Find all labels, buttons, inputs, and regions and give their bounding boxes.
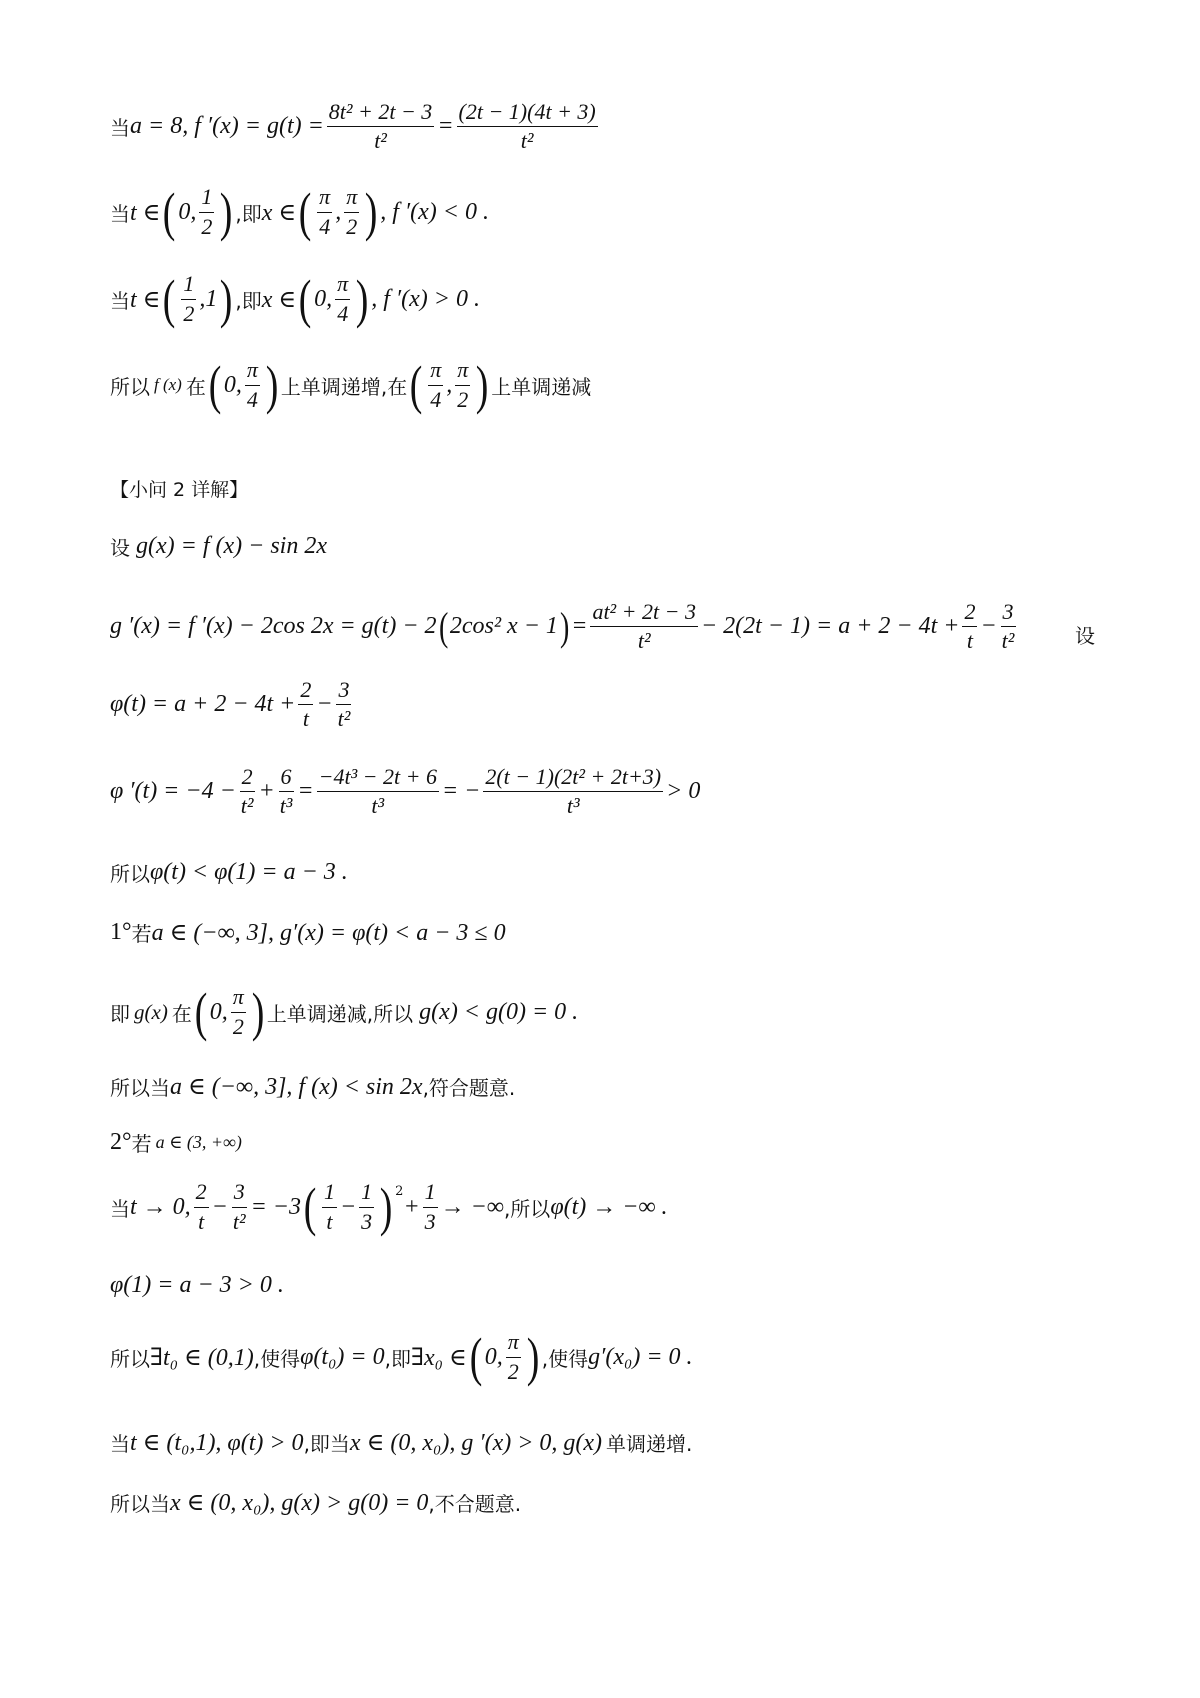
paren-left: ( — [409, 355, 423, 415]
paren-left: ( — [163, 269, 176, 329]
fraction — [359, 1180, 374, 1233]
math: = — [297, 778, 314, 805]
fraction — [344, 185, 359, 238]
math: + — [258, 778, 275, 805]
text: 若 — [131, 1132, 152, 1156]
line-2: 当 t ∈ ( 0, $\frac{1}{2}$ ) ,即 x ∈ ( $\frac{\pi}{4}$ , $\frac{\pi}{2}$ ) , f ′(x) < 0 . — [110, 182, 489, 242]
paren-left: ( — [194, 982, 208, 1042]
numerator: −4t³ − 2t + 6 — [317, 765, 439, 792]
fraction — [428, 358, 443, 411]
text: 所以当 — [110, 1076, 170, 1100]
line-11 — [110, 982, 579, 1042]
line-16 — [110, 1327, 693, 1387]
paren-left: ( — [438, 603, 448, 649]
fraction — [239, 765, 256, 818]
exponent: 2 — [395, 1184, 404, 1199]
denominator: 2 — [457, 386, 469, 412]
math: 0, — [178, 198, 197, 225]
line-17 — [110, 1428, 692, 1457]
math: 0, — [209, 998, 228, 1025]
fraction — [317, 185, 332, 238]
math: t → 0, — [130, 1193, 191, 1220]
fraction — [336, 678, 353, 731]
line-8 — [110, 765, 700, 818]
math: 1° — [110, 919, 132, 945]
text: 所以当 — [110, 1492, 170, 1516]
math: ∃t₀ ∈ (0,1) — [150, 1344, 254, 1371]
math: a = 8, f ′(x) = g(t) = — [130, 113, 324, 140]
denominator: t² — [374, 128, 387, 154]
denominator: 4 — [319, 213, 331, 239]
text: ,即 — [384, 1346, 411, 1371]
paren-right: ) — [251, 982, 265, 1042]
numerator: π — [455, 358, 470, 385]
denominator: 2 — [183, 300, 195, 326]
denominator: t³ — [371, 793, 385, 819]
math: f (x) — [154, 375, 182, 394]
paren-left: ( — [298, 182, 312, 242]
math: ,1 — [199, 285, 218, 312]
paren-left: ( — [298, 269, 312, 329]
numerator: 8t² + 2t − 3 — [327, 100, 435, 127]
math: , f ′(x) > 0 . — [371, 285, 480, 312]
line-9 — [110, 858, 348, 887]
denominator: 2 — [346, 213, 358, 239]
numerator: 2 — [298, 678, 313, 705]
denominator: 4 — [430, 386, 442, 412]
math: t ∈ (t₀,1), φ(t) > 0 — [130, 1430, 304, 1456]
line-14 — [110, 1177, 668, 1237]
line-6 — [110, 600, 1019, 653]
paren-left: ( — [469, 1327, 483, 1387]
math: > 0 — [666, 778, 701, 805]
text: 即 — [110, 1001, 130, 1026]
math: = — [571, 613, 588, 640]
text: 所以 — [110, 1346, 150, 1371]
math: → −∞ — [440, 1193, 504, 1220]
section-heading: 【小问 2 详解】 — [110, 479, 249, 501]
denominator: 2 — [232, 1013, 244, 1039]
denominator: 4 — [246, 386, 258, 412]
text: 单调递增. — [606, 1432, 693, 1456]
fraction — [423, 1180, 438, 1233]
math: a ∈ (−∞, 3], g′(x) = φ(t) < a − 3 ≤ 0 — [151, 920, 506, 946]
text: 在 — [171, 1001, 192, 1026]
denominator: t — [966, 628, 974, 654]
math: = — [437, 113, 454, 140]
denominator: t² — [520, 128, 534, 154]
fraction — [962, 600, 977, 653]
text: ,使得 — [541, 1346, 589, 1371]
fraction — [590, 600, 698, 653]
numerator: 1 — [423, 1180, 438, 1207]
denominator: t² — [1001, 628, 1015, 654]
math: − — [339, 1193, 357, 1220]
line-1 — [110, 100, 601, 153]
math: + — [403, 1193, 420, 1220]
numerator: 3 — [1001, 600, 1016, 627]
math: φ(t) → −∞ . — [550, 1193, 668, 1220]
math: 0, — [223, 371, 242, 398]
denominator: t — [302, 706, 309, 732]
math: − — [980, 613, 997, 640]
text: 上单调递减,所以 — [266, 1001, 414, 1026]
denominator: t² — [337, 706, 351, 732]
math: φ(t) < φ(1) = a − 3 . — [150, 859, 348, 885]
numerator: 1 — [199, 185, 214, 212]
text: ,不合题意. — [428, 1492, 522, 1516]
fraction — [1000, 600, 1017, 653]
denominator: t³ — [279, 793, 293, 819]
math: φ(t₀) = 0 — [300, 1343, 385, 1370]
numerator: 1 — [181, 272, 196, 299]
denominator: t³ — [566, 793, 580, 819]
paren-right: ) — [559, 603, 570, 649]
text: 当 — [110, 288, 130, 313]
fraction — [298, 678, 313, 731]
numerator: at² + 2t − 3 — [590, 600, 698, 627]
text: ,即当 — [303, 1432, 350, 1456]
math: x ∈ — [261, 286, 297, 313]
fraction — [181, 272, 196, 325]
denominator: t² — [637, 628, 651, 654]
text: 当 — [110, 116, 130, 141]
math: a ∈ (−∞, 3], f (x) < sin 2x — [170, 1074, 423, 1100]
line-7 — [110, 678, 355, 731]
text: 设 — [1075, 624, 1095, 648]
text: 所以 — [110, 862, 150, 886]
numerator: 2 — [240, 765, 255, 792]
line-18 — [110, 1488, 521, 1517]
math: g(x) < g(0) = 0 . — [419, 998, 579, 1025]
math: − 2(2t − 1) = a + 2 − 4t + — [700, 613, 960, 640]
numerator: 2 — [194, 1180, 209, 1207]
paren-right: ) — [355, 269, 369, 329]
fraction — [317, 765, 439, 818]
numerator: π — [231, 985, 246, 1012]
text: 上单调递减 — [491, 374, 592, 399]
numerator: π — [317, 185, 332, 212]
text: ,所以 — [503, 1196, 551, 1221]
numerator: π — [506, 1330, 521, 1357]
denominator: t — [326, 1208, 333, 1234]
text: 在 — [185, 374, 206, 399]
line-12 — [110, 1072, 515, 1101]
fraction — [194, 1180, 209, 1233]
paren-right: ) — [475, 355, 489, 415]
math: 0, — [314, 285, 333, 312]
math: x ∈ (0, x₀), g ′(x) > 0, g(x) — [349, 1430, 603, 1456]
denominator: 2 — [201, 213, 213, 239]
math: = −3 — [250, 1193, 301, 1220]
math: 2cos² x − 1 — [449, 613, 558, 640]
text: ,即 — [235, 201, 262, 226]
fraction — [457, 100, 598, 153]
math: φ(t) = a + 2 − 4t + — [110, 691, 296, 718]
fraction — [245, 358, 260, 411]
fraction — [506, 1330, 521, 1383]
paren-right: ) — [220, 269, 233, 329]
fraction — [278, 765, 295, 818]
paren-right: ) — [526, 1327, 540, 1387]
math: φ ′(t) = −4 − — [110, 778, 236, 805]
line-10 — [110, 918, 506, 947]
text: ,使得 — [253, 1346, 301, 1371]
text: ,符合题意. — [422, 1076, 516, 1100]
math: a ∈ (3, +∞) — [155, 1132, 242, 1152]
math: x ∈ (0, x₀), g(x) > g(0) = 0 — [170, 1490, 429, 1516]
paren-right: ) — [379, 1177, 393, 1237]
fraction — [483, 765, 663, 818]
numerator: 1 — [359, 1180, 374, 1207]
math: = − — [441, 778, 481, 805]
math: , f ′(x) < 0 . — [380, 198, 489, 225]
denominator: t² — [240, 793, 254, 819]
math: g(x) = f (x) − sin 2x — [136, 533, 327, 559]
numerator: 3 — [336, 678, 351, 705]
math: ∃x₀ ∈ — [410, 1344, 467, 1371]
denominator: 2 — [507, 1358, 519, 1384]
numerator: 2 — [962, 600, 977, 627]
text: 当 — [110, 1196, 130, 1221]
math: x ∈ — [261, 199, 297, 226]
math: − — [316, 691, 333, 718]
math: 2° — [110, 1129, 132, 1155]
paren-left: ( — [303, 1177, 317, 1237]
fraction — [335, 272, 350, 325]
denominator: 3 — [424, 1208, 436, 1234]
numerator: 3 — [232, 1180, 247, 1207]
text: 若 — [131, 922, 152, 946]
numerator: (2t − 1)(4t + 3) — [457, 100, 598, 127]
fraction — [327, 100, 435, 153]
math: t ∈ — [130, 199, 161, 226]
text: ,即 — [235, 288, 262, 313]
text: 设 — [110, 536, 130, 560]
numerator: π — [335, 272, 350, 299]
numerator: 1 — [322, 1180, 337, 1207]
text: 当 — [110, 201, 130, 226]
math: g ′(x) = f ′(x) − 2cos 2x = g(t) − 2 — [110, 613, 437, 640]
text: 所以 — [110, 374, 150, 399]
line-13 — [110, 1128, 242, 1157]
numerator: 6 — [279, 765, 294, 792]
line-3 — [110, 269, 480, 329]
denominator: t² — [232, 1208, 246, 1234]
denominator: 3 — [361, 1208, 373, 1234]
denominator: 4 — [337, 300, 349, 326]
fraction — [455, 358, 470, 411]
fraction — [199, 185, 214, 238]
numerator: π — [428, 358, 443, 385]
numerator: 2(t − 1)(2t² + 2t+3) — [483, 765, 663, 792]
paren-left: ( — [163, 182, 176, 242]
fraction — [231, 1180, 248, 1233]
fraction — [322, 1180, 337, 1233]
denominator: t — [198, 1208, 205, 1234]
fraction — [231, 985, 246, 1038]
math: g′(x₀) = 0 . — [588, 1343, 693, 1370]
line-5 — [110, 532, 327, 561]
math: − — [211, 1193, 228, 1220]
paren-right: ) — [220, 182, 233, 242]
line-15 — [110, 1272, 284, 1299]
paren-left: ( — [208, 355, 222, 415]
numerator: π — [344, 185, 359, 212]
text: 当 — [110, 1432, 130, 1456]
math: φ(1) = a − 3 > 0 . — [110, 1272, 284, 1298]
math: t ∈ — [130, 286, 161, 313]
text: 上单调递增,在 — [280, 374, 408, 399]
paren-right: ) — [364, 182, 378, 242]
line-4: 所以 f (x) 在 ( 0, $\frac{\pi}{4}$ ) 上单调递增,在 ( $\frac{\pi}{4}$ , $\frac{\pi}{2}$ ) 上单调递减 — [110, 355, 592, 415]
numerator: π — [245, 358, 260, 385]
math: 0, — [484, 1343, 503, 1370]
math: g(x) — [134, 999, 168, 1024]
paren-right: ) — [265, 355, 279, 415]
